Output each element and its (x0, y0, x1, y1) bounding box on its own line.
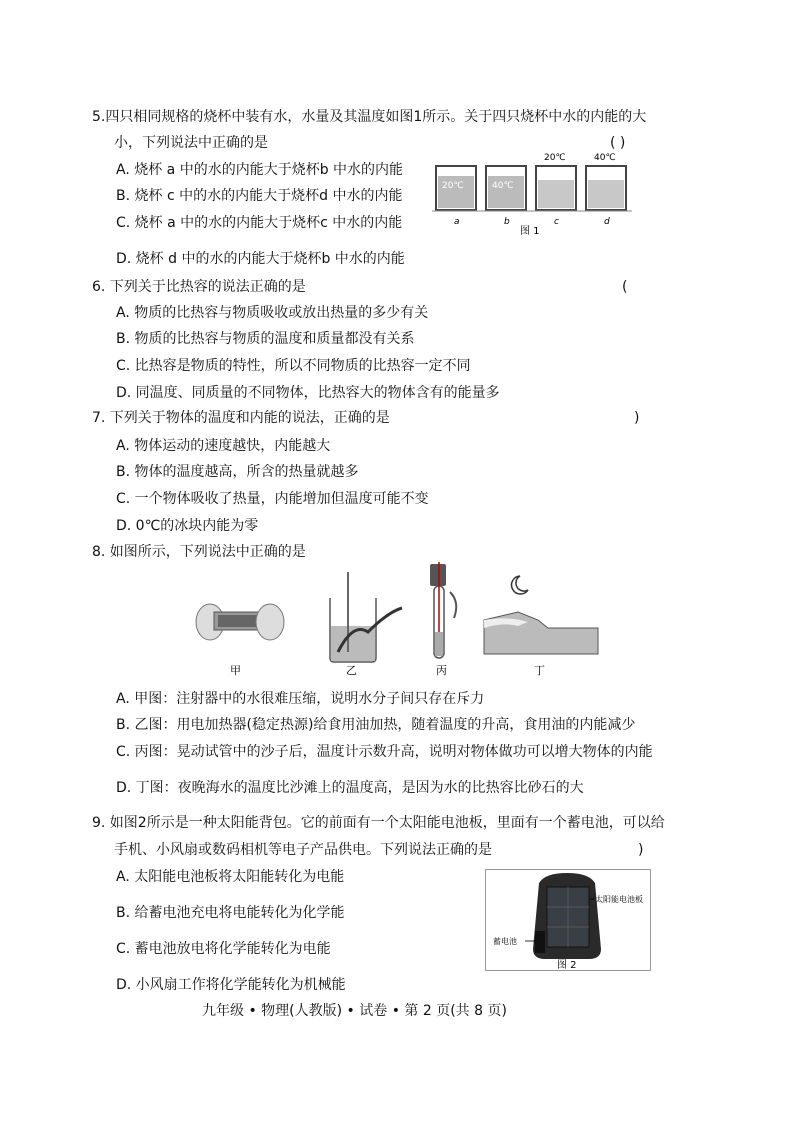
q9-answer-paren: ) (638, 842, 644, 858)
beaker-d-label: d (604, 217, 610, 227)
q6-stem: 6. 下列关于比热容的说法正确的是 (92, 279, 306, 295)
figure-2-solar-backpack (485, 869, 651, 971)
beaker-c-label: c (554, 217, 559, 227)
q8-option-c: C. 丙图：晃动试管中的沙子后，温度计示数升高，说明对物体做功可以增大物体的内能 (116, 744, 653, 760)
q8-option-b: B. 乙图：用电加热器(稳定热源)给食用油加热，随着温度的升高，食用油的内能减少 (116, 717, 636, 733)
beaker-a (436, 166, 476, 210)
q9-option-d: D. 小风扇工作将化学能转化为机械能 (116, 977, 346, 993)
q6-option-c: C. 比热容是物质的特性，所以不同物质的比热容一定不同 (116, 358, 471, 374)
backpack-image (533, 873, 601, 959)
q7-option-a: A. 物体运动的速度越快，内能越大 (116, 438, 331, 454)
beaker-a-temp: 20℃ (442, 181, 464, 191)
q5-option-a: A. 烧杯 a 中的水的内能大于烧杯b 中水的内能 (116, 162, 404, 178)
q8-stem: 8. 如图所示，下列说法中正确的是 (92, 544, 306, 560)
beaker-d (586, 166, 626, 210)
q8-option-d: D. 丁图：夜晚海水的温度比沙滩上的温度高，是因为水的比热容比砂石的大 (116, 780, 584, 796)
q9-option-b: B. 给蓄电池充电将电能转化为化学能 (116, 905, 345, 921)
figure-q8-experiments (188, 562, 608, 682)
figure-2-caption: 图 2 (557, 960, 577, 971)
beaker-b (486, 166, 526, 210)
q5-option-d: D. 烧杯 d 中的水的内能大于烧杯b 中水的内能 (116, 251, 405, 267)
beaker-c (536, 166, 576, 210)
label-bing: 丙 (436, 664, 447, 677)
q9-stem-line2: 手机、小风扇或数码相机等电子产品供电。下列说法正确的是 (114, 842, 492, 858)
beaker-heater-figure (330, 572, 402, 662)
q5-stem-line2: 小，下列说法中正确的是 (114, 135, 268, 151)
page-footer: 九年级 • 物理(人教版) • 试卷 • 第 2 页(共 8 页) (202, 1003, 507, 1019)
q6-option-b: B. 物质的比热容与物质的温度和质量都没有关系 (116, 331, 415, 347)
label-solar-panel: 太阳能电池板 (595, 895, 643, 904)
q7-stem: 7. 下列关于物体的温度和内能的说法，正确的是 (92, 410, 390, 426)
syringe-figure (196, 604, 284, 640)
q8-option-a: A. 甲图：注射器中的水很难压缩，说明水分子间只存在斥力 (116, 691, 485, 707)
beaker-c-temp: 20℃ (544, 153, 566, 163)
figure-1-caption: 图 1 (520, 226, 540, 237)
q9-stem-line1: 9. 如图2所示是一种太阳能背包。它的前面有一个太阳能电池板，里面有一个蓄电池，可以给 (92, 815, 665, 831)
q7-answer-paren: ) (634, 410, 640, 426)
q5-option-c: C. 烧杯 a 中的水的内能大于烧杯c 中水的内能 (116, 215, 403, 231)
q7-option-d: D. 0℃的冰块内能为零 (116, 518, 259, 534)
q7-option-c: C. 一个物体吸收了热量，内能增加但温度可能不变 (116, 491, 429, 507)
figure-1-beakers (432, 150, 632, 242)
label-ding: 丁 (534, 664, 545, 677)
beaker-d-temp: 40℃ (594, 153, 616, 163)
beaker-b-label: b (504, 217, 510, 227)
beaker-b-temp: 40℃ (492, 181, 514, 191)
q5-stem-line1: 5.四只相同规格的烧杯中装有水，水量及其温度如图1所示。关于四只烧杯中水的内能的大 (92, 109, 647, 125)
q5-answer-paren: ( ) (610, 135, 626, 151)
label-battery: 蓄电池 (493, 937, 517, 946)
q6-option-a: A. 物质的比热容与物质吸收或放出热量的多少有关 (116, 305, 429, 321)
q6-option-d: D. 同温度、同质量的不同物体，比热容大的物体含有的能量多 (116, 385, 500, 401)
label-yi: 乙 (346, 664, 357, 677)
q9-option-c: C. 蓄电池放电将化学能转化为电能 (116, 941, 331, 957)
beaker-a-label: a (454, 217, 460, 227)
sea-beach-figure (484, 576, 598, 654)
label-jia: 甲 (230, 664, 241, 677)
q9-option-a: A. 太阳能电池板将太阳能转化为电能 (116, 869, 345, 885)
q7-option-b: B. 物体的温度越高，所含的热量就越多 (116, 464, 359, 480)
q5-option-b: B. 烧杯 c 中的水的内能大于烧杯d 中水的内能 (116, 188, 403, 204)
q6-answer-paren: ( (622, 279, 628, 295)
test-tube-figure (430, 562, 456, 658)
